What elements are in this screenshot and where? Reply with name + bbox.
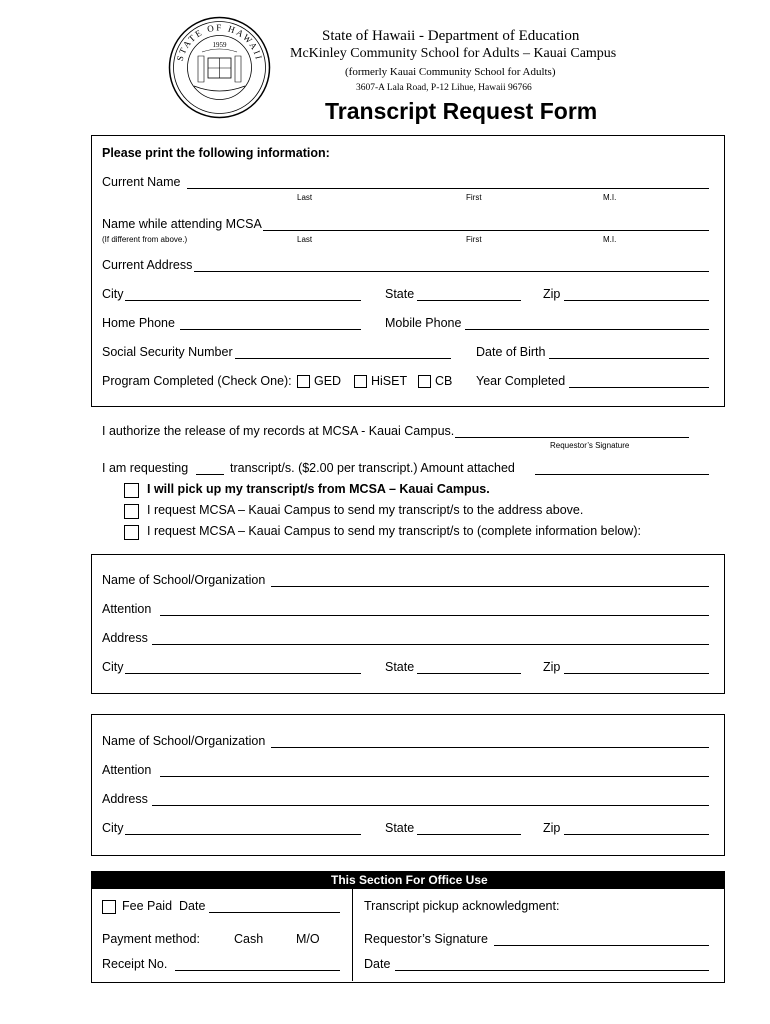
- dob-field[interactable]: [549, 358, 709, 359]
- state-field-s1[interactable]: [417, 673, 521, 674]
- fee-paid-checkbox[interactable]: [102, 900, 116, 914]
- last-caption-2: Last: [297, 235, 313, 244]
- svg-text:1959: 1959: [212, 41, 227, 49]
- school-name-label-1: Name of School/Organization: [102, 573, 266, 587]
- header-address: 3607-A Lala Road, P-12 Lihue, Hawaii 96766: [356, 83, 532, 93]
- payment-method-label: Payment method:: [102, 932, 200, 946]
- send-above-option-label: I request MCSA – Kauai Campus to send my transcript/s to the address above.: [147, 503, 584, 517]
- hiset-checkbox[interactable]: [354, 375, 367, 388]
- ged-checkbox[interactable]: [297, 375, 310, 388]
- mi-caption-2: M.I.: [603, 235, 617, 244]
- current-address-label: Current Address: [102, 258, 193, 272]
- state-field-s2[interactable]: [417, 834, 521, 835]
- city-field[interactable]: [125, 300, 361, 301]
- school-name-field-2[interactable]: [271, 747, 709, 748]
- address-label-1: Address: [102, 631, 148, 645]
- mobile-phone-label: Mobile Phone: [385, 316, 462, 330]
- page-title: Transcript Request Form: [325, 98, 598, 124]
- school-name-label-2: Name of School/Organization: [102, 734, 266, 748]
- office-date-label: Date: [364, 957, 391, 971]
- office-signature-label: Requestor’s Signature: [364, 932, 488, 946]
- last-caption: Last: [297, 193, 313, 202]
- name-attending-label: Name while attending MCSA: [102, 217, 262, 231]
- mi-caption: M.I.: [603, 193, 617, 202]
- mo-option[interactable]: M/O: [296, 932, 320, 946]
- zip-label-s2: Zip: [543, 821, 561, 835]
- pickup-checkbox[interactable]: [124, 483, 139, 498]
- cb-checkbox[interactable]: [418, 375, 431, 388]
- office-use-heading: This Section For Office Use: [331, 873, 488, 887]
- header-school: McKinley Community School for Adults – Kauai Campus: [290, 46, 617, 61]
- hiset-label: HiSET: [371, 374, 408, 388]
- zip-field-s1[interactable]: [564, 673, 709, 674]
- zip-label: Zip: [543, 287, 561, 301]
- current-name-field[interactable]: [187, 188, 709, 189]
- first-caption: First: [466, 193, 482, 202]
- year-completed-field[interactable]: [569, 387, 709, 388]
- address-field-2[interactable]: [152, 805, 709, 806]
- fee-paid-label: Fee Paid: [122, 899, 173, 913]
- name-attending-field[interactable]: [263, 230, 709, 231]
- home-phone-label: Home Phone: [102, 316, 175, 330]
- if-different-caption: (If different from above.): [102, 235, 188, 244]
- pickup-option-label: I will pick up my transcript/s from MCSA – Kauai Campus.: [147, 482, 490, 496]
- attention-label-2: Attention: [102, 763, 152, 777]
- svg-text:STATE OF HAWAII: STATE OF HAWAII: [174, 22, 265, 63]
- cb-label: CB: [435, 374, 453, 388]
- state-label-s1: State: [385, 660, 415, 674]
- state-label: State: [385, 287, 415, 301]
- ged-label: GED: [314, 374, 342, 388]
- send-below-option-label: I request MCSA – Kauai Campus to send my transcript/s to (complete information below):: [147, 524, 641, 538]
- office-divider: [352, 889, 353, 981]
- year-completed-label: Year Completed: [476, 374, 566, 388]
- address-label-2: Address: [102, 792, 148, 806]
- pickup-ack-label: Transcript pickup acknowledgment:: [364, 899, 560, 913]
- send-above-checkbox[interactable]: [124, 504, 139, 519]
- header-dept: State of Hawaii - Department of Education: [322, 28, 580, 44]
- current-address-field[interactable]: [194, 271, 709, 272]
- attention-field-1[interactable]: [160, 615, 709, 616]
- zip-field[interactable]: [564, 300, 709, 301]
- attention-field-2[interactable]: [160, 776, 709, 777]
- first-caption-2: First: [466, 235, 482, 244]
- dob-label: Date of Birth: [476, 345, 546, 359]
- requestor-signature-caption: Requestor’s Signature: [550, 441, 630, 450]
- amount-attached-field[interactable]: [535, 474, 709, 475]
- zip-field-s2[interactable]: [564, 834, 709, 835]
- header-formerly: (formerly Kauai Community School for Adults): [345, 66, 556, 78]
- requesting-label-2: transcript/s. ($2.00 per transcript.) Amount attached: [230, 461, 515, 475]
- requestor-signature-field[interactable]: [455, 437, 689, 438]
- current-name-label: Current Name: [102, 175, 181, 189]
- ssn-label: Social Security Number: [102, 345, 233, 359]
- office-signature-field[interactable]: [494, 945, 709, 946]
- office-date-field[interactable]: [395, 970, 709, 971]
- school-name-field-1[interactable]: [271, 586, 709, 587]
- requesting-label: I am requesting: [102, 461, 189, 475]
- zip-label-s1: Zip: [543, 660, 561, 674]
- mobile-phone-field[interactable]: [465, 329, 709, 330]
- city-field-s2[interactable]: [125, 834, 361, 835]
- ssn-field[interactable]: [235, 358, 451, 359]
- info-heading: Please print the following information:: [102, 146, 330, 160]
- program-completed-label: Program Completed (Check One):: [102, 374, 292, 388]
- city-field-s1[interactable]: [125, 673, 361, 674]
- home-phone-field[interactable]: [180, 329, 361, 330]
- receipt-field[interactable]: [175, 970, 340, 971]
- address-field-1[interactable]: [152, 644, 709, 645]
- state-field[interactable]: [417, 300, 521, 301]
- city-label: City: [102, 287, 124, 301]
- state-label-s2: State: [385, 821, 415, 835]
- attention-label-1: Attention: [102, 602, 152, 616]
- city-label-s2: City: [102, 821, 124, 835]
- cash-option[interactable]: Cash: [234, 932, 264, 946]
- fee-date-field[interactable]: [209, 912, 340, 913]
- state-seal: [168, 16, 271, 119]
- receipt-label: Receipt No.: [102, 957, 168, 971]
- authorize-text: I authorize the release of my records at MCSA - Kauai Campus.: [102, 424, 455, 438]
- transcript-count-field[interactable]: [196, 474, 224, 475]
- city-label-s1: City: [102, 660, 124, 674]
- send-below-checkbox[interactable]: [124, 525, 139, 540]
- fee-date-label: Date: [179, 899, 206, 913]
